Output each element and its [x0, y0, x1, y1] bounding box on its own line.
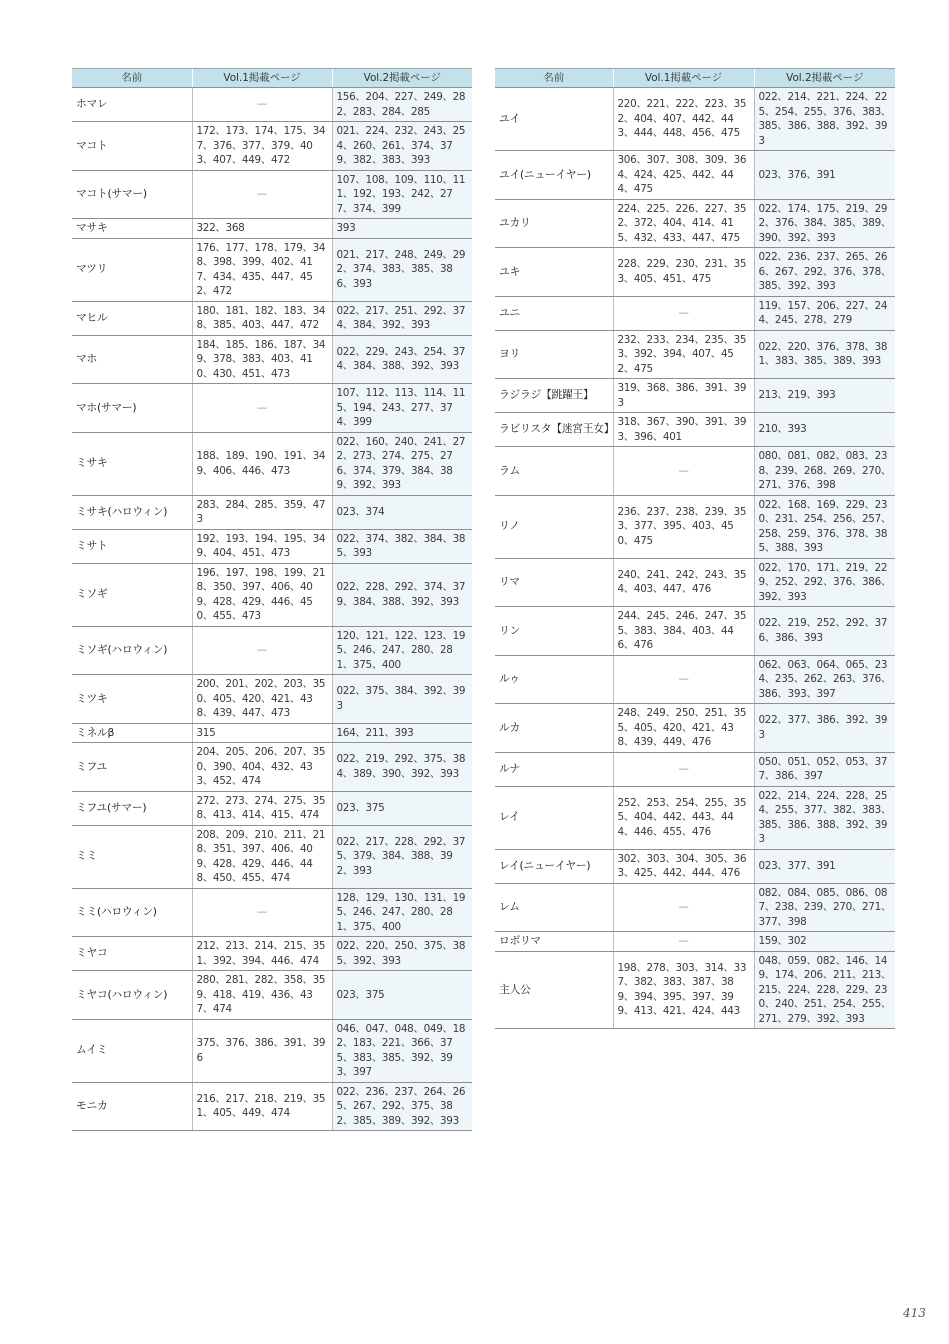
- table-row: [495, 607, 895, 656]
- vol1-pages-cell: 252、253、254、255、355、404、442、443、444、446、455、476: [613, 786, 754, 849]
- character-name-cell: ヨリ: [495, 330, 613, 379]
- character-name-cell: マサキ: [72, 219, 192, 239]
- header-name: 名前: [72, 69, 192, 88]
- vol1-pages-cell: 188、189、190、191、349、406、446、473: [192, 432, 332, 495]
- character-name-cell: ロボリマ: [495, 932, 613, 952]
- table-row: [495, 704, 895, 753]
- character-name-cell: ユイ(ニューイヤー): [495, 151, 613, 200]
- vol2-pages-cell: 120、121、122、123、195、246、247、280、281、375、400: [332, 626, 472, 675]
- vol1-pages-cell: 200、201、202、203、350、405、420、421、438、439、447、473: [192, 675, 332, 724]
- table-row: [495, 447, 895, 496]
- character-name-cell: ユキ: [495, 248, 613, 297]
- table-row: [72, 301, 472, 335]
- table-row: [495, 330, 895, 379]
- table-row: [72, 791, 472, 825]
- character-name-cell: リノ: [495, 495, 613, 558]
- vol2-pages-cell: 023、375: [332, 971, 472, 1020]
- character-name-cell: 主人公: [495, 951, 613, 1029]
- vol2-pages-cell: 022、217、251、292、374、384、392、393: [332, 301, 472, 335]
- character-name-cell: ミソギ: [72, 563, 192, 626]
- vol1-pages-cell: 306、307、308、309、364、424、425、442、444、475: [613, 151, 754, 200]
- character-name-cell: マホ: [72, 335, 192, 384]
- vol2-pages-cell: 022、168、169、229、230、231、254、256、257、258、259、376、378、385、388、393: [754, 495, 895, 558]
- vol1-pages-cell: —: [613, 296, 754, 330]
- table-row: [495, 88, 895, 151]
- character-name-cell: ミソギ(ハロウィン): [72, 626, 192, 675]
- character-name-cell: マヒル: [72, 301, 192, 335]
- character-name-cell: ホマレ: [72, 88, 192, 122]
- vol1-pages-cell: —: [192, 888, 332, 937]
- table-row: [72, 88, 472, 122]
- character-name-cell: ミサキ: [72, 432, 192, 495]
- header-row: [495, 69, 895, 88]
- vol2-pages-cell: 022、236、237、265、266、267、292、376、378、385、392、393: [754, 248, 895, 297]
- vol2-pages-cell: 022、375、384、392、393: [332, 675, 472, 724]
- character-name-cell: ルゥ: [495, 655, 613, 704]
- vol1-pages-cell: —: [192, 170, 332, 219]
- header-name: 名前: [495, 69, 613, 88]
- table-row: [72, 529, 472, 563]
- table-row: [495, 752, 895, 786]
- character-name-cell: リン: [495, 607, 613, 656]
- vol2-pages-cell: 048、059、082、146、149、174、206、211、213、215、224、228、229、230、240、251、254、255、271、279、392、393: [754, 951, 895, 1029]
- header-vol1: Vol.1掲載ページ: [192, 69, 332, 88]
- table-row: [495, 199, 895, 248]
- vol2-pages-cell: 022、220、250、375、385、392、393: [332, 937, 472, 971]
- vol1-pages-cell: 375、376、386、391、396: [192, 1019, 332, 1082]
- character-name-cell: ムイミ: [72, 1019, 192, 1082]
- table-row: [495, 849, 895, 883]
- vol1-pages-cell: 240、241、242、243、354、403、447、476: [613, 558, 754, 607]
- page-number: 413: [903, 1306, 926, 1320]
- table-row: [495, 786, 895, 849]
- vol1-pages-cell: 208、209、210、211、218、351、397、406、409、428、429、446、448、450、455、474: [192, 825, 332, 888]
- character-name-cell: ミサト: [72, 529, 192, 563]
- table-row: [72, 219, 472, 239]
- character-name-cell: ユニ: [495, 296, 613, 330]
- character-name-cell: ラジラジ【跳躍王】: [495, 379, 613, 413]
- table-row: [495, 655, 895, 704]
- vol2-pages-cell: 022、174、175、219、292、376、384、385、389、390、392、393: [754, 199, 895, 248]
- vol1-pages-cell: —: [613, 447, 754, 496]
- vol1-pages-cell: 236、237、238、239、353、377、395、403、450、475: [613, 495, 754, 558]
- vol1-pages-cell: 224、225、226、227、352、372、404、414、415、432、433、447、475: [613, 199, 754, 248]
- vol1-pages-cell: 244、245、246、247、355、383、384、403、446、476: [613, 607, 754, 656]
- table-row: [72, 432, 472, 495]
- table-row: [72, 122, 472, 171]
- vol1-pages-cell: 220、221、222、223、352、404、407、442、443、444、448、456、475: [613, 88, 754, 151]
- vol1-pages-cell: 283、284、285、359、473: [192, 495, 332, 529]
- vol2-pages-cell: 021、217、248、249、292、374、383、385、386、393: [332, 238, 472, 301]
- vol2-pages-cell: 022、228、292、374、379、384、388、392、393: [332, 563, 472, 626]
- vol2-pages-cell: 022、217、228、292、375、379、384、388、392、393: [332, 825, 472, 888]
- table-row: [72, 743, 472, 792]
- vol2-pages-cell: 062、063、064、065、234、235、262、263、376、386、393、397: [754, 655, 895, 704]
- table-row: [495, 296, 895, 330]
- vol2-pages-cell: 023、374: [332, 495, 472, 529]
- table-row: [72, 335, 472, 384]
- character-name-cell: ルナ: [495, 752, 613, 786]
- vol2-pages-cell: 022、219、292、375、384、389、390、392、393: [332, 743, 472, 792]
- vol2-pages-cell: 022、214、221、224、225、254、255、376、383、385、386、388、392、393: [754, 88, 895, 151]
- character-name-cell: モニカ: [72, 1082, 192, 1131]
- character-name-cell: ユイ: [495, 88, 613, 151]
- table-row: [495, 495, 895, 558]
- table-row: [495, 413, 895, 447]
- character-name-cell: ミサキ(ハロウィン): [72, 495, 192, 529]
- table-row: [495, 951, 895, 1029]
- vol2-pages-cell: 021、224、232、243、254、260、261、374、379、382、383、393: [332, 122, 472, 171]
- vol2-pages-cell: 156、204、227、249、282、283、284、285: [332, 88, 472, 122]
- vol2-pages-cell: 023、377、391: [754, 849, 895, 883]
- character-name-cell: ラム: [495, 447, 613, 496]
- table-row: [72, 675, 472, 724]
- vol2-pages-cell: 107、112、113、114、115、194、243、277、374、399: [332, 384, 472, 433]
- header-row: [72, 69, 472, 88]
- vol2-pages-cell: 213、219、393: [754, 379, 895, 413]
- table-row: [72, 238, 472, 301]
- table-row: [495, 151, 895, 200]
- vol2-pages-cell: 023、375: [332, 791, 472, 825]
- table-row: [495, 558, 895, 607]
- vol2-pages-cell: 107、108、109、110、111、192、193、242、277、374、399: [332, 170, 472, 219]
- vol2-pages-cell: 022、374、382、384、385、393: [332, 529, 472, 563]
- vol2-pages-cell: 022、229、243、254、374、384、388、392、393: [332, 335, 472, 384]
- character-name-cell: ルカ: [495, 704, 613, 753]
- vol1-pages-cell: 232、233、234、235、353、392、394、407、452、475: [613, 330, 754, 379]
- table-row: [72, 1082, 472, 1131]
- vol1-pages-cell: —: [613, 932, 754, 952]
- table-row: [72, 563, 472, 626]
- table-row: [72, 971, 472, 1020]
- table-row: [72, 170, 472, 219]
- vol1-pages-cell: 212、213、214、215、351、392、394、446、474: [192, 937, 332, 971]
- vol1-pages-cell: 302、303、304、305、363、425、442、444、476: [613, 849, 754, 883]
- vol2-pages-cell: 128、129、130、131、195、246、247、280、281、375、400: [332, 888, 472, 937]
- vol2-pages-cell: 080、081、082、083、238、239、268、269、270、271、376、398: [754, 447, 895, 496]
- character-name-cell: ラビリスタ【迷宮王女】: [495, 413, 613, 447]
- index-table-right: [495, 68, 895, 1029]
- character-name-cell: レイ: [495, 786, 613, 849]
- vol1-pages-cell: 322、368: [192, 219, 332, 239]
- vol2-pages-cell: 022、219、252、292、376、386、393: [754, 607, 895, 656]
- vol2-pages-cell: 022、220、376、378、381、383、385、389、393: [754, 330, 895, 379]
- vol2-pages-cell: 119、157、206、227、244、245、278、279: [754, 296, 895, 330]
- character-name-cell: ミツキ: [72, 675, 192, 724]
- vol1-pages-cell: 216、217、218、219、351、405、449、474: [192, 1082, 332, 1131]
- table-row: [72, 384, 472, 433]
- character-name-cell: ミフユ: [72, 743, 192, 792]
- character-name-cell: マコト(サマー): [72, 170, 192, 219]
- character-name-cell: マホ(サマー): [72, 384, 192, 433]
- vol1-pages-cell: 228、229、230、231、353、405、451、475: [613, 248, 754, 297]
- table-row: [495, 379, 895, 413]
- vol1-pages-cell: 319、368、386、391、393: [613, 379, 754, 413]
- vol2-pages-cell: 022、236、237、264、265、267、292、375、382、385、389、392、393: [332, 1082, 472, 1131]
- table-row: [495, 248, 895, 297]
- vol2-pages-cell: 159、302: [754, 932, 895, 952]
- table-row: [495, 932, 895, 952]
- vol1-pages-cell: 272、273、274、275、358、413、414、415、474: [192, 791, 332, 825]
- vol1-pages-cell: 204、205、206、207、350、390、404、432、433、452、474: [192, 743, 332, 792]
- vol2-pages-cell: 022、170、171、219、229、252、292、376、386、392、393: [754, 558, 895, 607]
- table-row: [72, 937, 472, 971]
- index-table-left: [72, 68, 472, 1131]
- character-name-cell: ミミ: [72, 825, 192, 888]
- vol2-pages-cell: 393: [332, 219, 472, 239]
- table-row: [72, 723, 472, 743]
- vol2-pages-cell: 210、393: [754, 413, 895, 447]
- character-name-cell: ミフユ(サマー): [72, 791, 192, 825]
- character-name-cell: レイ(ニューイヤー): [495, 849, 613, 883]
- character-name-cell: ミネルβ: [72, 723, 192, 743]
- vol1-pages-cell: —: [613, 752, 754, 786]
- character-name-cell: ミヤコ: [72, 937, 192, 971]
- vol1-pages-cell: 172、173、174、175、347、376、377、379、403、407、449、472: [192, 122, 332, 171]
- vol1-pages-cell: —: [192, 384, 332, 433]
- vol2-pages-cell: 022、377、386、392、393: [754, 704, 895, 753]
- vol1-pages-cell: —: [192, 626, 332, 675]
- header-vol2: Vol.2掲載ページ: [754, 69, 895, 88]
- vol1-pages-cell: 184、185、186、187、349、378、383、403、410、430、451、473: [192, 335, 332, 384]
- table-row: [72, 1019, 472, 1082]
- character-name-cell: レム: [495, 883, 613, 932]
- vol1-pages-cell: 176、177、178、179、348、398、399、402、417、434、435、447、452、472: [192, 238, 332, 301]
- character-name-cell: ミミ(ハロウィン): [72, 888, 192, 937]
- vol1-pages-cell: —: [613, 883, 754, 932]
- vol1-pages-cell: 196、197、198、199、218、350、397、406、409、428、429、446、450、455、473: [192, 563, 332, 626]
- vol2-pages-cell: 022、160、240、241、272、273、274、275、276、374、379、384、389、392、393: [332, 432, 472, 495]
- table-row: [72, 825, 472, 888]
- table-row: [72, 495, 472, 529]
- vol2-pages-cell: 164、211、393: [332, 723, 472, 743]
- vol1-pages-cell: —: [192, 88, 332, 122]
- vol2-pages-cell: 022、214、224、228、254、255、377、382、383、385、386、388、392、393: [754, 786, 895, 849]
- character-name-cell: マツリ: [72, 238, 192, 301]
- vol2-pages-cell: 046、047、048、049、182、183、221、366、375、383、385、392、393、397: [332, 1019, 472, 1082]
- character-name-cell: マコト: [72, 122, 192, 171]
- vol1-pages-cell: 192、193、194、195、349、404、451、473: [192, 529, 332, 563]
- vol1-pages-cell: 198、278、303、314、337、382、383、387、389、394、395、397、399、413、421、424、443: [613, 951, 754, 1029]
- character-name-cell: ユカリ: [495, 199, 613, 248]
- vol2-pages-cell: 082、084、085、086、087、238、239、270、271、377、398: [754, 883, 895, 932]
- table-row: [72, 626, 472, 675]
- vol1-pages-cell: 248、249、250、251、355、405、420、421、438、439、449、476: [613, 704, 754, 753]
- table-row: [495, 883, 895, 932]
- character-name-cell: リマ: [495, 558, 613, 607]
- vol1-pages-cell: 180、181、182、183、348、385、403、447、472: [192, 301, 332, 335]
- vol1-pages-cell: 315: [192, 723, 332, 743]
- vol1-pages-cell: —: [613, 655, 754, 704]
- header-vol1: Vol.1掲載ページ: [613, 69, 754, 88]
- header-vol2: Vol.2掲載ページ: [332, 69, 472, 88]
- vol1-pages-cell: 318、367、390、391、393、396、401: [613, 413, 754, 447]
- vol1-pages-cell: 280、281、282、358、359、418、419、436、437、474: [192, 971, 332, 1020]
- vol2-pages-cell: 050、051、052、053、377、386、397: [754, 752, 895, 786]
- vol2-pages-cell: 023、376、391: [754, 151, 895, 200]
- character-name-cell: ミヤコ(ハロウィン): [72, 971, 192, 1020]
- table-row: [72, 888, 472, 937]
